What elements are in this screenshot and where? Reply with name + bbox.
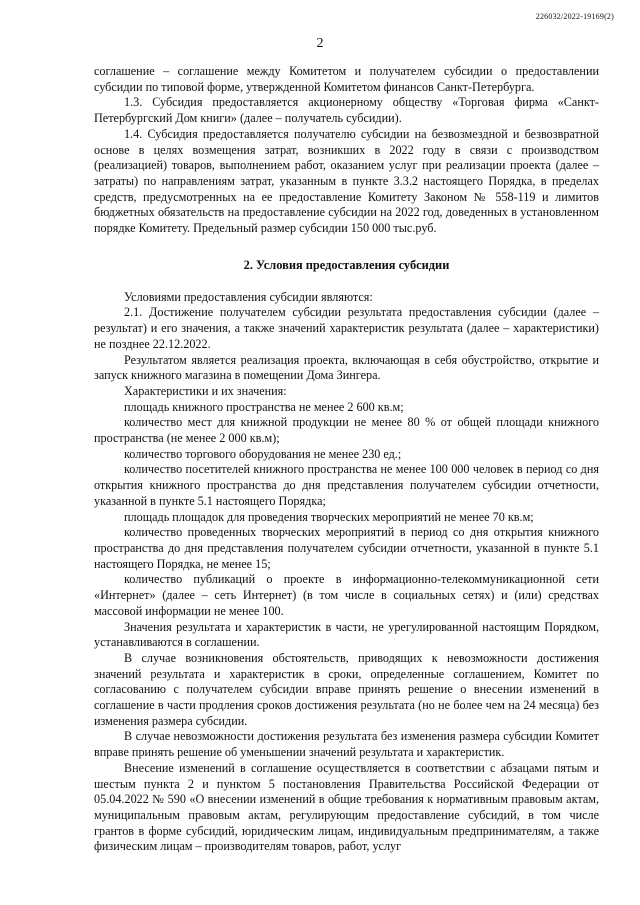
paragraph-extension: В случае возникновения обстоятельств, приводящих к невозможности достижения значений результата и характеристик в сроки, определенные соглашением, Комитет по согласованию с получателем субсидии вправе принять решение о внесении изменений в соглашение в части продления сроков достижения результата (но не более чем на 24 месяца) без изменения размера субсидии. [94, 650, 599, 728]
paragraph-characteristics-heading: Характеристики и их значения: [124, 383, 287, 398]
page-number: 2 [316, 36, 324, 51]
paragraph-conditions-intro: Условиями предоставления субсидии являются: [124, 289, 373, 304]
characteristic-events-count: количество проведенных творческих мероприятий в период со дня открытия книжного пространства до дня представления получателем субсидии отчетности, указанной в пункте 5.1 настоящего Порядка, не менее 15; [94, 525, 599, 571]
document-body [94, 64, 599, 855]
characteristic-area: площадь книжного пространства не менее 2 600 кв.м; [124, 399, 404, 414]
paragraph-values-in-agreement: Значения результата и характеристик в части, не урегулированной настоящим Порядком, устанавливаются в соглашении. [94, 619, 599, 650]
paragraph-2-1: 2.1. Достижение получателем субсидии результата предоставления субсидии (далее – результат) и его значения, а также значений характеристик результата (далее – характеристики) не позднее 22.12.2022. [94, 305, 599, 351]
section-2-heading: 2. Условия предоставления субсидии [243, 257, 450, 272]
paragraph-result: Результатом является реализация проекта, включающая в себя обустройство, открытие и запуск книжного магазина в помещении Дома Зингера. [94, 352, 599, 383]
paragraph-definition-agreement: соглашение – соглашение между Комитетом и получателем субсидии о предоставлении субсидии по типовой форме, утвержденной Комитетом финансов Санкт-Петербурга. [94, 64, 599, 94]
characteristic-book-places: количество мест для книжной продукции не менее 80 % от общей площади книжного пространства (не менее 2 000 кв.м); [94, 415, 599, 446]
paragraph-1-3: 1.3. Субсидия предоставляется акционерному обществу «Торговая фирма «Санкт-Петербургский Дом книги» (далее – получатель субсидии). [94, 95, 599, 126]
document-number: 226032/2022-19169(2) [535, 12, 614, 21]
characteristic-equipment: количество торгового оборудования не менее 230 ед.; [124, 446, 402, 461]
characteristic-publications: количество публикаций о проекте в информационно-телекоммуникационной сети «Интернет» (далее – сеть Интернет) (в том числе в социальных сетях) и (или) средствах массовой информации не менее 100. [94, 572, 599, 618]
paragraph-1-4: 1.4. Субсидия предоставляется получателю субсидии на безвозмездной и безвозвратной основе в целях возмещения затрат, возникших в 2022 году в связи с производством (реализацией) товаров, выполнением работ, оказанием услуг при реализации проекта (далее – затраты) по направлениям затрат, указанным в пункте 3.3.2 настоящего Порядка, в пределах средств, предусмотренных на ее предоставление Комитету Законом № 558-119 и лимитов бюджетных обязательств на предоставление субсидии на 2022 год, доведенных в установленном порядке Комитету. Предельный размер субсидии 150 000 тыс.руб. [94, 126, 599, 236]
characteristic-visitors: количество посетителей книжного пространства не менее 100 000 человек в период со дня открытия книжного пространства до дня представления получателем субсидии отчетности, указанной в пункте 5.1 настоящего Порядка; [94, 462, 599, 508]
paragraph-amendments: Внесение изменений в соглашение осуществляется в соответствии с абзацами пятым и шестым пункта 2 и пунктом 5 постановления Правительства Российской Федерации от 05.04.2022 № 590 «О внесении изменений в общие требования к нормативным правовым актам, муниципальным правовым актам, регулирующим предоставление субсидий, в том числе грантов в форме субсидий, юридическим лицам, индивидуальным предпринимателям, а также физическим лицам – производителям товаров, работ, услуг [94, 760, 599, 854]
characteristic-event-area: площадь площадок для проведения творческих мероприятий не менее 70 кв.м; [124, 509, 534, 524]
paragraph-reduction: В случае невозможности достижения результата без изменения размера субсидии Комитет вправе принять решение об уменьшении значений результата и характеристик. [94, 729, 599, 760]
